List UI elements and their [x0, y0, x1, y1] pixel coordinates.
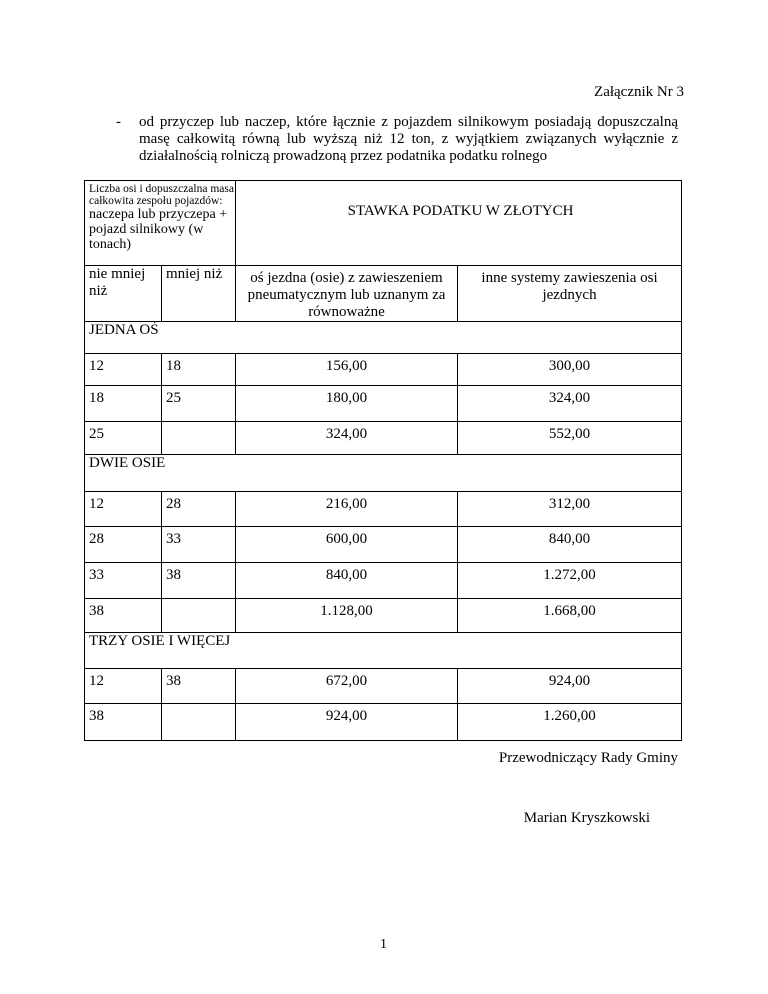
table-row [85, 422, 682, 455]
table-row [85, 492, 682, 527]
other-rate-cell: 1.260,00 [458, 704, 682, 741]
table-subheader-row [85, 266, 682, 322]
not-less-than-header: nie mniej niż [85, 266, 162, 322]
section-header-row [85, 633, 682, 669]
max-tonnage-cell [162, 704, 236, 741]
section-title: DWIE OSIE [85, 455, 682, 492]
annex-label: Załącznik Nr 3 [594, 84, 684, 100]
table-row [85, 527, 682, 563]
max-tonnage-cell: 25 [162, 386, 236, 422]
min-tonnage-cell: 12 [85, 492, 162, 527]
intro-dash: - [116, 114, 121, 130]
pneumatic-rate-cell: 672,00 [236, 669, 458, 704]
tax-rate-table-body [85, 181, 682, 741]
table-row [85, 354, 682, 386]
max-tonnage-cell: 28 [162, 492, 236, 527]
table-row [85, 386, 682, 422]
max-tonnage-cell: 33 [162, 527, 236, 563]
max-tonnage-cell [162, 422, 236, 455]
other-rate-cell: 300,00 [458, 354, 682, 386]
axle-mass-header-small: Liczba osi i dopuszczalna masa całkowita zespołu pojazdów: [89, 183, 234, 207]
table-header-row [85, 181, 682, 266]
section-header-row [85, 322, 682, 354]
section-title: TRZY OSIE I WIĘCEJ [85, 633, 682, 669]
table-row [85, 704, 682, 741]
min-tonnage-cell: 12 [85, 354, 162, 386]
axle-mass-header [85, 181, 236, 266]
other-rate-cell: 840,00 [458, 527, 682, 563]
max-tonnage-cell: 38 [162, 669, 236, 704]
other-rate-cell: 312,00 [458, 492, 682, 527]
page-number: 1 [380, 937, 387, 952]
tax-rate-title: STAWKA PODATKU W ZŁOTYCH [236, 181, 682, 266]
min-tonnage-cell: 18 [85, 386, 162, 422]
pneumatic-rate-cell: 216,00 [236, 492, 458, 527]
max-tonnage-cell: 38 [162, 563, 236, 599]
pneumatic-suspension-header: oś jezdna (osie) z zawieszeniem pneumatycznym lub uznanym za równoważne [236, 266, 458, 322]
min-tonnage-cell: 33 [85, 563, 162, 599]
pneumatic-rate-cell: 600,00 [236, 527, 458, 563]
pneumatic-rate-cell: 924,00 [236, 704, 458, 741]
table-row [85, 563, 682, 599]
less-than-header: mniej niż [162, 266, 236, 322]
max-tonnage-cell [162, 599, 236, 633]
other-rate-cell: 552,00 [458, 422, 682, 455]
other-rate-cell: 324,00 [458, 386, 682, 422]
section-header-row [85, 455, 682, 492]
other-rate-cell: 1.668,00 [458, 599, 682, 633]
min-tonnage-cell: 28 [85, 527, 162, 563]
pneumatic-rate-cell: 156,00 [236, 354, 458, 386]
section-title: JEDNA OŚ [85, 322, 682, 354]
tax-rate-table [84, 180, 682, 741]
min-tonnage-cell: 38 [85, 704, 162, 741]
min-tonnage-cell: 38 [85, 599, 162, 633]
table-row [85, 669, 682, 704]
other-suspension-header: inne systemy zawieszenia osi jezdnych [458, 266, 682, 322]
intro-paragraph: od przyczep lub naczep, które łącznie z pojazdem silnikowym posiadają dopuszczalną masę całkowitą równą lub wyższą niż 12 ton, z wyjątkiem związanych wyłącznie z działalnością rolniczą prowadzoną przez podatnika podatku rolnego [139, 114, 678, 164]
axle-mass-header-big: naczepa lub przyczepa + pojazd silnikowy (w tonach) [89, 207, 228, 252]
pneumatic-rate-cell: 840,00 [236, 563, 458, 599]
chairman-title: Przewodniczący Rady Gminy [498, 750, 678, 766]
other-rate-cell: 1.272,00 [458, 563, 682, 599]
pneumatic-rate-cell: 1.128,00 [236, 599, 458, 633]
min-tonnage-cell: 25 [85, 422, 162, 455]
other-rate-cell: 924,00 [458, 669, 682, 704]
table-row [85, 599, 682, 633]
chairman-name: Marian Kryszkowski [523, 810, 650, 826]
max-tonnage-cell: 18 [162, 354, 236, 386]
pneumatic-rate-cell: 324,00 [236, 422, 458, 455]
pneumatic-rate-cell: 180,00 [236, 386, 458, 422]
min-tonnage-cell: 12 [85, 669, 162, 704]
